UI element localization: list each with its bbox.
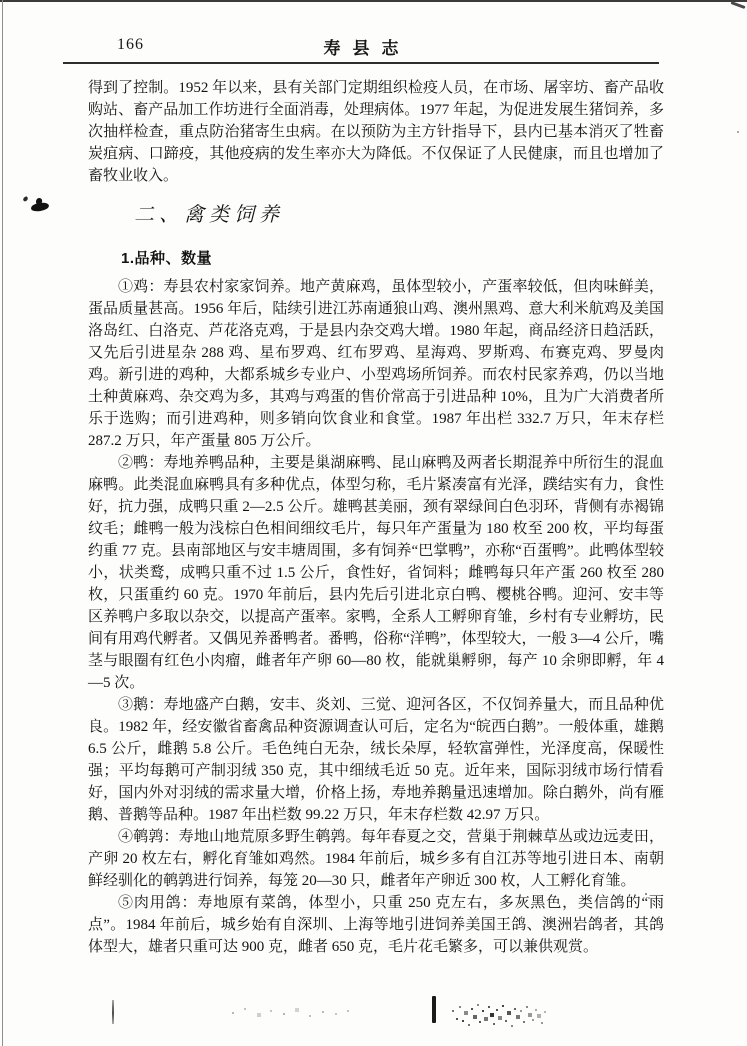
paragraph-pigeon: ⑤肉用鸽：寿地原有菜鸽，体型小，只重 250 克左右，多灰黑色，类信鸽的“雨点”。1984 年前后，城乡始有自深圳、上海等地引进饲养美国王鸽、澳洲岩鸽者，其鸽体型大，雄者只重可达 900 克，雌者 650 克，毛片花毛繁多，可以兼供观赏。: [88, 895, 664, 955]
ink-blob-dot: [22, 196, 28, 202]
subsection-heading: 1.品种、数量: [121, 250, 213, 267]
scan-artifact-dash: [112, 1000, 114, 1024]
section-heading: 二、禽类饲养: [134, 204, 284, 226]
scan-artifact-bar: [432, 996, 436, 1023]
header-rule: [63, 62, 659, 64]
paragraph-goose: ③鹅：寿地盛产白鹅，安丰、炎刘、三觉、迎河各区，不仅饲养量大，而且品种优良。1982 年，经安徽省畜禽品种资源调查认可后，定名为“皖西白鹅”。一般体重，雄鹅 6.5 公斤，雌鹅 5.8 公斤。毛色纯白无杂，绒长朵厚，轻软富弹性，光泽度高，保暖性强；平均每鹅可产制羽绒 350 克，其中细绒毛近 50 克。近年来，国际羽绒市场行情看好，国内外对羽绒的需求量大增，价格上扬，寿地养鹅量迅速增加。除白鹅外，尚有雁鹅、普鹅等品种。1987 年出栏数 99.22 万只，年末存栏数 42.97 万只。: [88, 697, 664, 823]
paragraph-duck: ②鸭：寿地养鸭品种，主要是巢湖麻鸭、昆山麻鸭及两者长期混养中所衍生的混血麻鸭。此类混血麻鸭具有多种优点，体型匀称，毛片紧凑富有光泽，蹼结实有力，食性好，抗力强，成鸭只重 2—2.5 公斤。雄鸭甚美丽，颈有翠绿间白色羽环，背侧有赤褐锦纹毛；雌鸭一般为浅棕白色相间细纹毛片，每只年产蛋量为 180 枚至 200 枚，平均每蛋约重 77 克。县南部地区与安丰塘周围，多有饲养“巴掌鸭”，亦称“百蛋鸭”。此鸭体型较小，状类鹜，成鸭只重不过 1.5 公斤，食性好，省饲料；雌鸭每只年产蛋 260 枚至 280 枚，只蛋重约 60 克。1970 年前后，县内先后引进北京白鸭、樱桃谷鸭。迎河、安丰等区养鸭户多取以杂交，以提高产蛋率。家鸭，全系人工孵卵育雏，乡村有专业孵坊，民间有用鸡代孵者。又偶见养番鸭者。番鸭，俗称“洋鸭”，体型较大，一般 3—4 公斤，嘴茎与眼圈有红色小肉瘤，雌者年产卵 60—80 枚，能就巢孵卵，每产 10 余卵即孵，年 4—5 次。: [88, 455, 664, 691]
book-title: 寿县志: [323, 39, 411, 58]
paragraph-intro-continuation: 得到了控制。1952 年以来，县有关部门定期组织检疫人员，在市场、屠宰坊、畜产品收购站、畜产品加工作坊进行全面消毒，处理病体。1977 年起，为促进发展生猪饲养，多次抽样检查，重点防治猪寄生虫病。在以预防为主方针指导下，县内已基本消灭了牲畜炭疽病、口蹄疫，其他疫病的发生率亦大为降低。不仅保证了人民健康，而且也增加了畜牧业收入。: [88, 80, 664, 184]
scan-artifact-ink-blob: [23, 196, 49, 214]
paragraph-quail: ④鹌鹑：寿地山地荒原多野生鹌鹑。每年春夏之交，营巢于荆棘草丛或边远麦田，产卵 20 枚左右，孵化育雏如鸡然。1984 年前后，城乡多有自江苏等地引进日本、南朝鲜经驯化的鹌鹑进行饲养，每笼 20—30 只，雌者年产卵近 300 枚，人工孵化育雏。: [88, 829, 664, 889]
page-number: 166: [117, 36, 144, 53]
scan-corner-mark: [730, 1, 745, 9]
scan-artifact-speckles-light: [0, 0, 2, 2]
paragraph-chicken: ①鸡：寿县农村家家饲养。地产黄麻鸡，虽体型较小，产蛋率较低，但肉味鲜美，蛋品质量甚高。1956 年后，陆续引进江苏南通狼山鸡、澳州黑鸡、意大利米航鸡及美国洛岛红、白洛克、芦花洛克鸡，于是县内杂交鸡大增。1980 年起，商品经济日趋活跃，又先后引进星杂 288 鸡、星布罗鸡、红布罗鸡、星海鸡、罗斯鸡、布赛克鸡、罗曼肉鸡。新引进的鸡种，大都系城乡专业户、小型鸡场所饲养。而农村民家养鸡，仍以当地土种黄麻鸡、杂交鸡为多，其鸡与鸡蛋的售价常高于引进品种 10%，且为广大消费者所乐于选购；而引进鸡种，则多销向饮食业和食堂。1987 年出栏 332.7 万只，年末存栏 287.2 万只，年产蛋量 805 万公斤。: [88, 279, 664, 449]
scan-edge-top-line: [0, 0, 747, 2]
scan-edge-left-line: [2, 0, 3, 1046]
page-body: [88, 77, 664, 958]
